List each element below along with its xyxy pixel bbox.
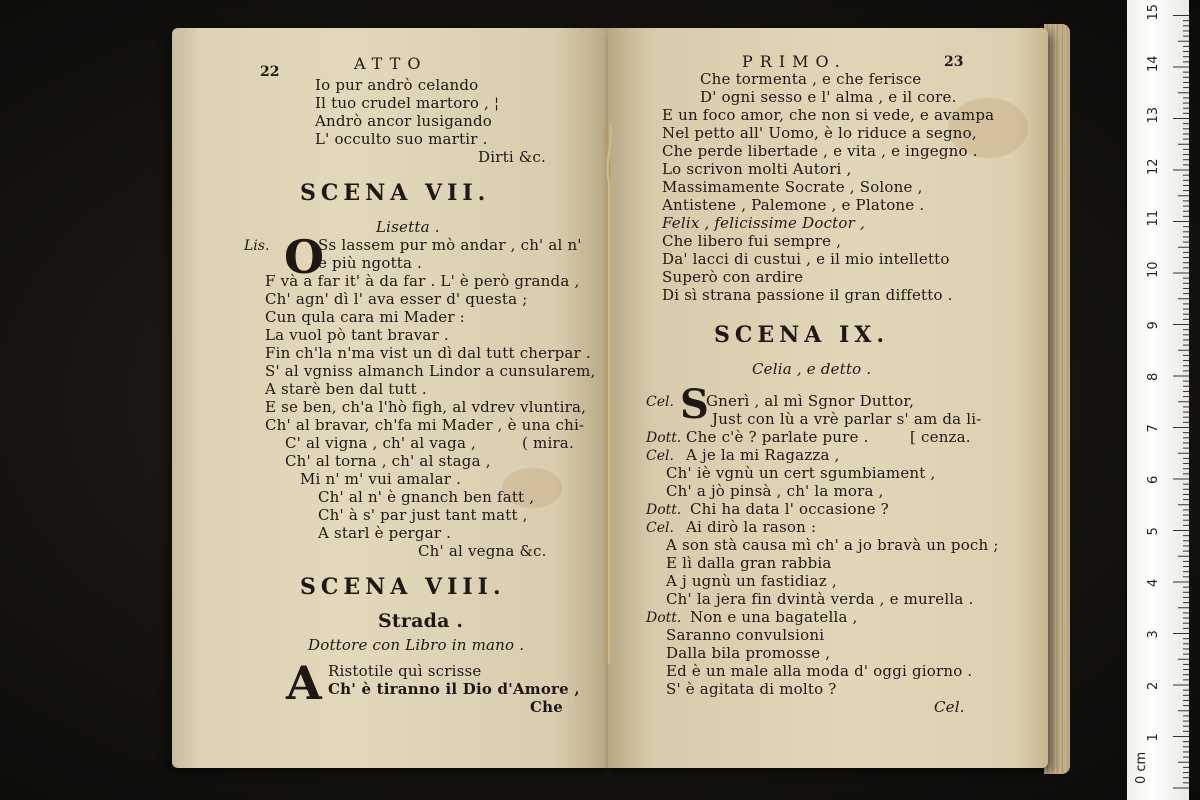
verse-line: Mi n' m' vui amalar . (300, 470, 462, 488)
verse-line: Fin ch'la n'ma vist un dì dal tutt cherpar . (265, 344, 591, 362)
verse-line: L' occulto suo martir . (315, 130, 488, 148)
verse-line: Nel petto all' Uomo, è lo riduce a segno, (662, 124, 977, 142)
verse-line: Superò con ardire (662, 268, 804, 286)
speaker-label: Cel. (646, 394, 674, 410)
overflow-word: [ cenza. (910, 428, 971, 446)
ruler-number: 10 (1146, 261, 1161, 278)
left-running-head: ATTO (354, 54, 428, 73)
right-page (608, 28, 1048, 768)
verse-line: Ch' à s' par just tant matt , (318, 506, 528, 524)
ruler-number: 15 (1146, 3, 1161, 21)
ruler-number: 5 (1146, 527, 1161, 536)
dialogue-line: A j ugnù un fastidiaz , (666, 572, 837, 590)
scene-title: SCENA IX. (714, 322, 890, 348)
right-running-head: PRIMO. (742, 52, 847, 71)
verse-line: F và a far it' à da far . L' è però granda , (265, 272, 580, 290)
verse-line: D' ogni sesso e l' alma , e il core. (700, 88, 957, 106)
verse-line: Ch' al n' è gnanch ben fatt , (318, 488, 535, 506)
verse-line: A starè ben dal tutt . (265, 380, 427, 398)
dialogue-line: Ch' a jò pinsà , ch' la mora , (666, 482, 884, 500)
speaker-label: Cel. (646, 448, 674, 464)
right-page-number: 23 (944, 54, 964, 70)
speaker-label: Lis. (244, 238, 270, 254)
ruler-number: 3 (1146, 630, 1161, 639)
ruler-number: 1 (1146, 733, 1161, 742)
verse-line: Ss lassem pur mò andar , ch' al n' (318, 236, 582, 254)
ruler-number: 12 (1146, 158, 1161, 175)
catchword: Che (530, 698, 563, 716)
verse-line: Andrò ancor lusigando (315, 112, 493, 130)
aria-cue: Ch' al vegna &c. (418, 542, 547, 560)
dialogue-line: Gnerì , al mì Sgnor Duttor, (706, 392, 915, 410)
ruler-number: 7 (1146, 424, 1161, 433)
verse-line: Che perde libertade , e vita , e ingegno . (662, 142, 978, 160)
verse-line: Che tormenta , e che ferisce (700, 70, 922, 88)
verse-line: E un foco amor, che non si vede, e avampa (662, 106, 995, 124)
dialogue-line: Che c'è ? parlate pure . (686, 428, 869, 446)
speaker-label: Dott. (646, 502, 682, 518)
verse-line: La vuol pò tant bravar . (265, 326, 449, 344)
scene-title: SCENA VII. (300, 180, 491, 206)
verse-line: Da' lacci di custui , e il mio intelletto (662, 250, 950, 268)
drop-capital: S (680, 381, 709, 428)
speaker-label: Dott. (646, 430, 682, 446)
overflow-word: ( mira. (522, 434, 574, 452)
verse-line: Massimamente Socrate , Solone , (662, 178, 923, 196)
open-book (172, 14, 1072, 784)
verse-line: Cun qula cara mi Mader : (265, 308, 465, 326)
verse-line: Il tuo crudel martoro , ¦ (315, 94, 500, 112)
drop-capital: A (286, 656, 322, 710)
verse-line: Io pur andrò celando (315, 76, 479, 94)
dialogue-line: Ai dirò la rason : (686, 518, 817, 536)
ruler-number: 4 (1146, 578, 1161, 587)
verse-line: Ch' al torna , ch' al staga , (285, 452, 491, 470)
verse-line: S' al vgniss almanch Lindor a cunsularem, (265, 362, 596, 380)
ruler-number: 13 (1146, 106, 1161, 124)
character-name: Lisetta . (376, 218, 440, 236)
verse-line: Antistene , Palemone , e Platone . (662, 196, 925, 214)
dialogue-line: Just con lù a vrè parlar s' am da li- (712, 410, 982, 428)
verse-line: Ch' agn' dì l' ava esser d' questa ; (265, 290, 528, 308)
verse-line: E se ben, ch'a l'hò figh, al vdrev vluntira, (265, 398, 587, 416)
ruler-number: 9 (1146, 321, 1161, 330)
speaker-label: Dott. (646, 610, 682, 626)
binding-thread (602, 124, 614, 664)
verse-line: A starl è pergar . (318, 524, 452, 542)
dialogue-line: E lì dalla gran rabbia (666, 554, 832, 572)
dialogue-line: Saranno convulsioni (666, 626, 825, 644)
dialogue-line: Ch' iè vgnù un cert sgumbiament , (666, 464, 936, 482)
left-page-number: 22 (260, 64, 280, 80)
verse-line: Ristotile quì scrisse (328, 662, 482, 680)
verse-line: C' al vigna , ch' al vaga , (285, 434, 477, 452)
character-names: Celia , e detto . (752, 360, 872, 378)
verse-line: Che libero fui sempre , (662, 232, 842, 250)
ruler-number: 2 (1146, 681, 1161, 690)
verse-line: Felix , felicissime Doctor , (662, 214, 865, 232)
verse-line: e più ngotta . (318, 254, 423, 272)
binding-thread-graphic (602, 124, 614, 664)
ruler-scale (1127, 0, 1189, 800)
ruler-unit-label: 0 cm (1134, 751, 1149, 784)
left-page (172, 28, 608, 768)
dialogue-line: S' è agitata di molto ? (666, 680, 837, 698)
ruler-number: 8 (1146, 372, 1161, 381)
ruler-number: 6 (1146, 475, 1161, 484)
scene-title: SCENA VIII. (300, 574, 506, 600)
ruler-number: 11 (1146, 209, 1161, 227)
verse-line: Lo scrivon molti Autori , (662, 160, 852, 178)
aria-cue: Dirti &c. (478, 148, 546, 166)
verse-line: Di sì strana passione il gran diffetto . (662, 286, 953, 304)
dialogue-line: Ed è un male alla moda d' oggi giorno . (666, 662, 973, 680)
verse-line: Ch' al bravar, ch'fa mi Mader , è una chi- (265, 416, 585, 434)
stage-direction: Dottore con Libro in mano . (308, 636, 525, 654)
verse-line: Ch' è tiranno il Dio d'Amore , (328, 680, 580, 698)
dialogue-line: Ch' la jera fin dvintà verda , e murella . (666, 590, 974, 608)
dialogue-line: Dalla bila promosse , (666, 644, 831, 662)
dialogue-line: A son stà causa mì ch' a jo bravà un poch ; (666, 536, 999, 554)
dialogue-line: Non e una bagatella , (690, 608, 858, 626)
dialogue-line: A je la mi Ragazza , (686, 446, 840, 464)
drop-capital: O (284, 230, 325, 284)
scene-setting: Strada . (378, 610, 464, 632)
catchword: Cel. (934, 698, 965, 716)
speaker-label: Cel. (646, 520, 674, 536)
ruler-number: 14 (1146, 55, 1161, 72)
measuring-ruler (1125, 0, 1189, 800)
dialogue-line: Chi ha data l' occasione ? (690, 500, 889, 518)
